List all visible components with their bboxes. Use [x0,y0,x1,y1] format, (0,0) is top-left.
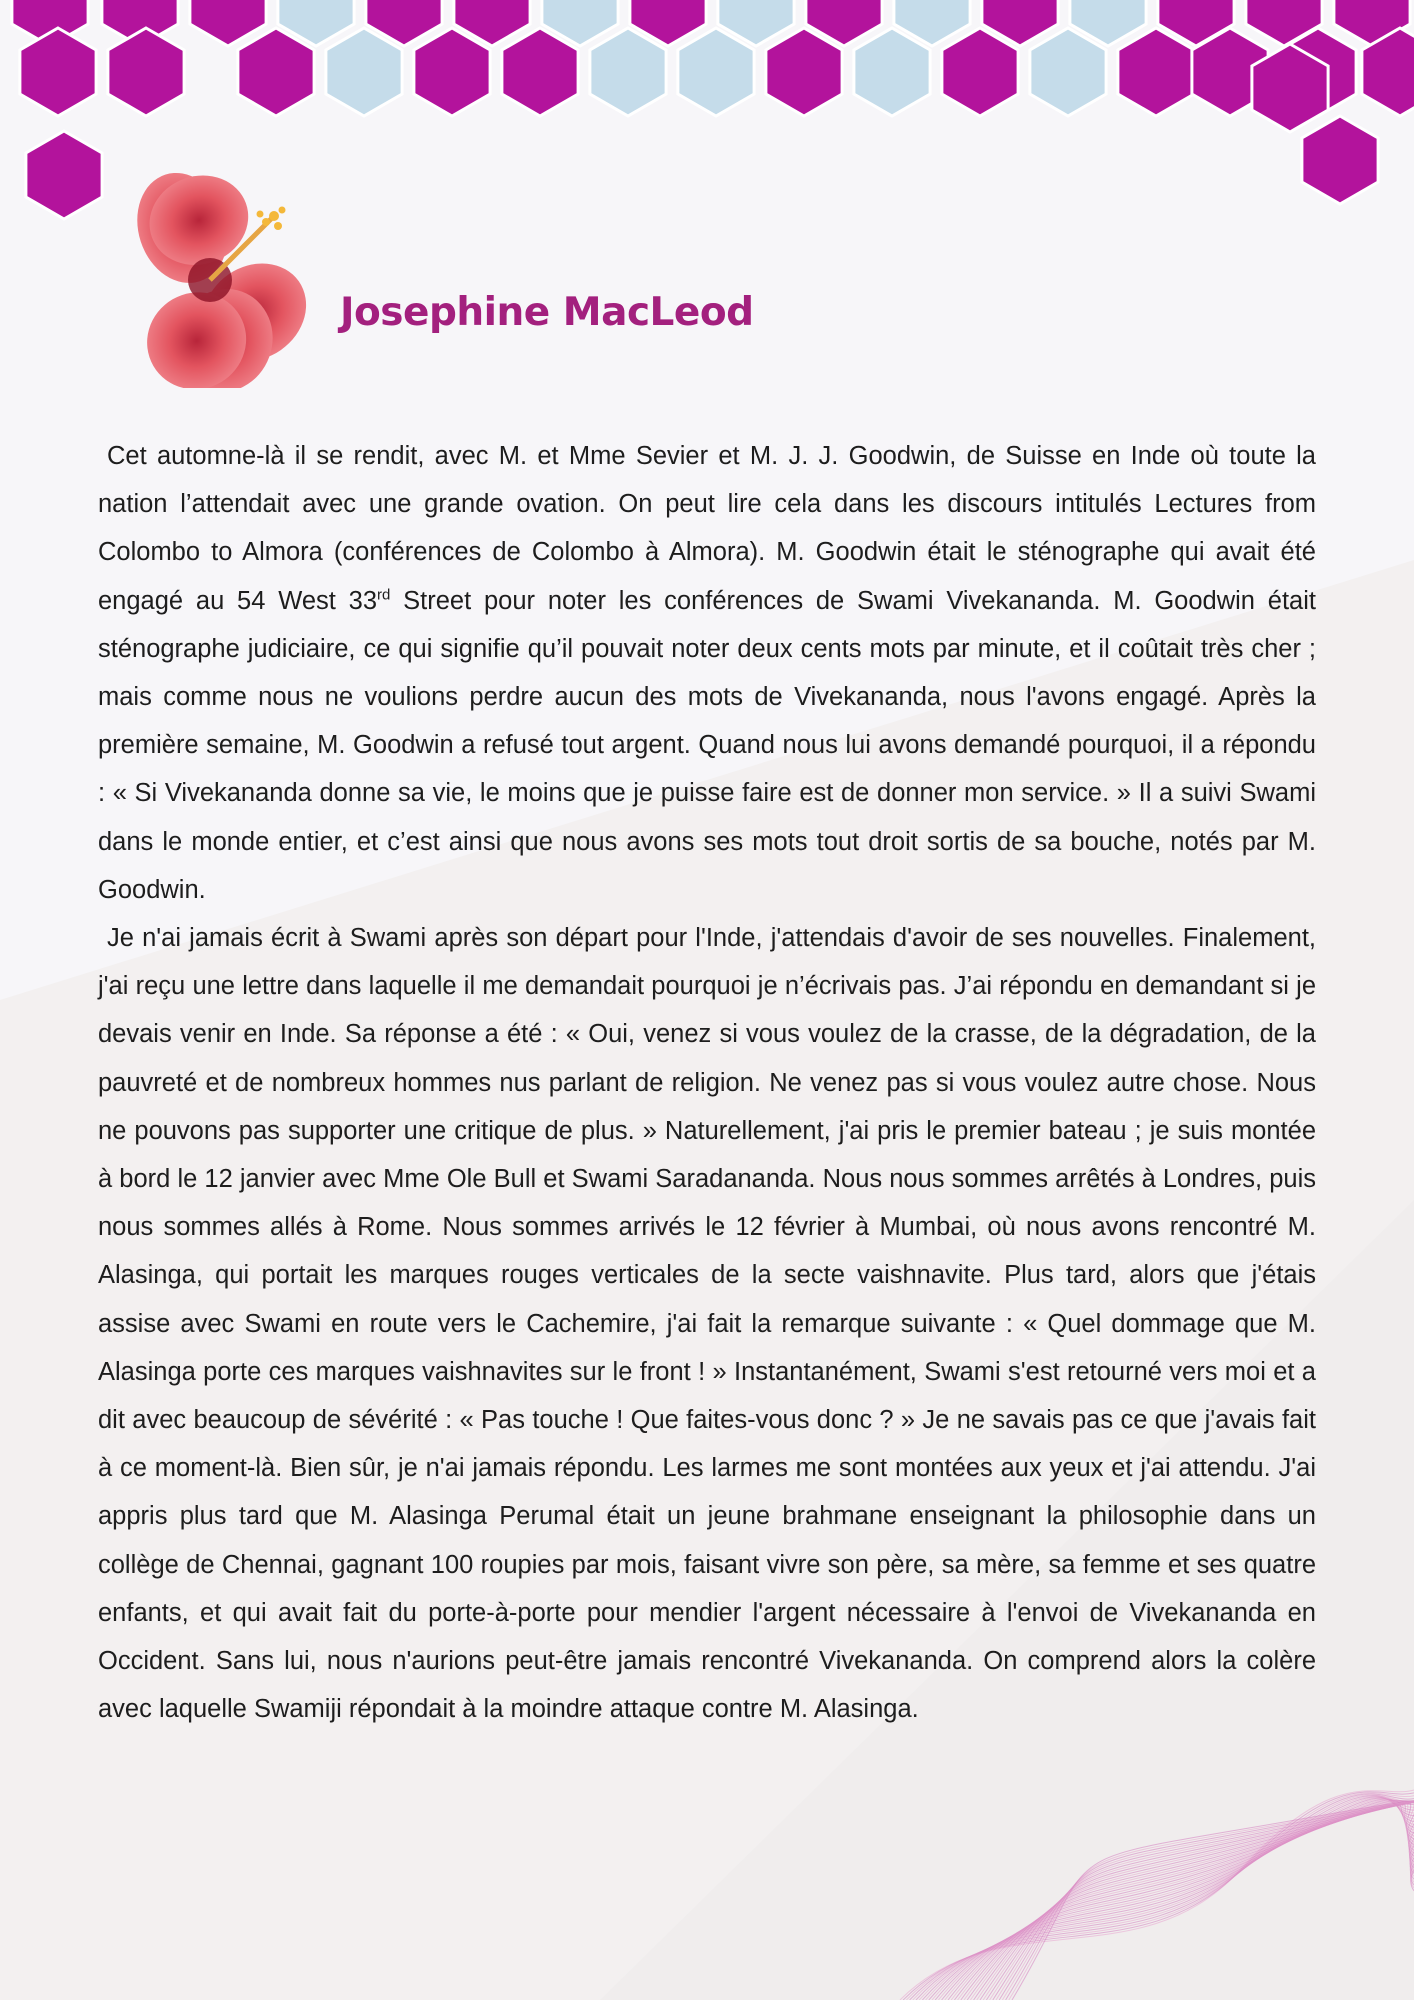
hexagon-main-10 [942,28,1018,116]
hexagon-main-1 [108,28,184,116]
hexagon-main-12 [1118,28,1194,116]
paragraph-1 [98,432,1316,914]
hexagon-main-6 [590,28,666,116]
page-title: Josephine MacLeod [340,290,754,335]
swirl-line [967,1801,1414,2000]
hexagon-main-9 [854,28,930,116]
paragraph-1-text-b: Street pour noter les conférences de Swami Vivekananda. M. Goodwin était sténographe judiciaire, ce qui signifie qu’il pouvait noter deux cents mots par minute, et il coûtait très cher ; mais comme nous ne voulions perdre aucun des mots de Vivekananda, nous l'avons engagé. Après la première semaine, M. Goodwin a refusé tout argent. Quand nous lui avons demandé pourquoi, il a répondu : « Si Vivekananda donne sa vie, le moins que je puisse faire est de donner mon service. » Il a suivi Swami dans le monde entier, et c’est ainsi que nous avons ses mots tout droit sortis de sa bouche, notés par M. Goodwin. [98,586,1316,904]
paragraph-2: Je n'ai jamais écrit à Swami après son départ pour l'Inde, j'attendais d'avoir de ses nouvelles. Finalement, j'ai reçu une lettre dans laquelle il me demandait pourquoi je n’écrivais pas. J’ai répondu en demandant si je devais venir en Inde. Sa réponse a été : « Oui, venez si vous voulez de la crasse, de la dégradation, de la pauvreté et de nombreux hommes nus parlant de religion. Ne venez pas si vous voulez autre chose. Nous ne pouvons pas supporter une critique de plus. » Naturellement, j'ai pris le premier bateau ; je suis montée à bord le 12 janvier avec Mme Ole Bull et Swami Saradananda. Nous nous sommes arrêtés à Londres, puis nous sommes allés à Rome. Nous sommes arrivés le 12 février à Mumbai, où nous avons rencontré M. Alasinga, qui portait les marques rouges verticales de la secte vaishnavite. Plus tard, alors que j'étais assise avec Swami en route vers le Cachemire, j'ai fait la remarque suivante : « Quel dommage que M. Alasinga porte ces marques vaishnavites sur le front ! » Instantanément, Swami s'est retourné vers moi et a dit avec beaucoup de sévérité : « Pas touche ! Que faites-vous donc ? » Je ne savais pas ce que j'avais fait à ce moment-là. Bien sûr, je n'ai jamais répondu. Les larmes me sont montées aux yeux et j'ai attendu. J'ai appris plus tard que M. Alasinga Perumal était un jeune brahmane enseignant la philosophie dans un collège de Chennai, gagnant 100 roupies par mois, faisant vivre son père, sa mère, sa femme et ses quatre enfants, et qui avait fait du porte-à-porte pour mendier l'argent nécessaire à l'envoi de Vivekananda en Occident. Sans lui, nous n'aurions peut-être jamais rencontré Vivekananda. On comprend alors la colère avec laquelle Swamiji répondait à la moindre attaque contre M. Alasinga. [98,924,1316,1724]
hexagon-main-2 [238,28,314,116]
swirl-line [916,1796,1414,2000]
hexagon-main-0 [20,28,96,116]
hexagon-main-3 [326,28,402,116]
hexagon-main-8 [766,28,842,116]
hexagon-lower-left [26,131,102,219]
swirl-line [932,1799,1414,2000]
swirl-line [1012,1797,1414,2000]
swirl-line [983,1800,1414,2000]
hexagon-lower-right [1302,116,1378,204]
hexagon-main-11 [1030,28,1106,116]
hexagon-main-5 [502,28,578,116]
swirl-line [977,1801,1414,2000]
hexagon-main-7 [678,28,754,116]
ordinal-superscript: rd [377,586,391,604]
hibiscus-flower-image [92,168,342,388]
swirl-line [996,1799,1414,2000]
pink-swirl-decoration [880,1780,1414,2000]
paragraph-1-text-a: Cet automne-là il se rendit, avec M. et Mme Sevier et M. J. J. Goodwin, de Suisse en Inde où toute la nation l’attendait avec une grande ovation. On peut lire cela dans les discours intitulés Lectures from Colombo to Almora (conférences de Colombo à Almora). M. Goodwin était le sténographe qui avait été engagé au 54 West 33 [98,442,1316,615]
swirl-line [922,1797,1414,2000]
article-body [98,432,1316,1733]
hexagon-main-4 [414,28,490,116]
swirl-line [929,1798,1414,2000]
